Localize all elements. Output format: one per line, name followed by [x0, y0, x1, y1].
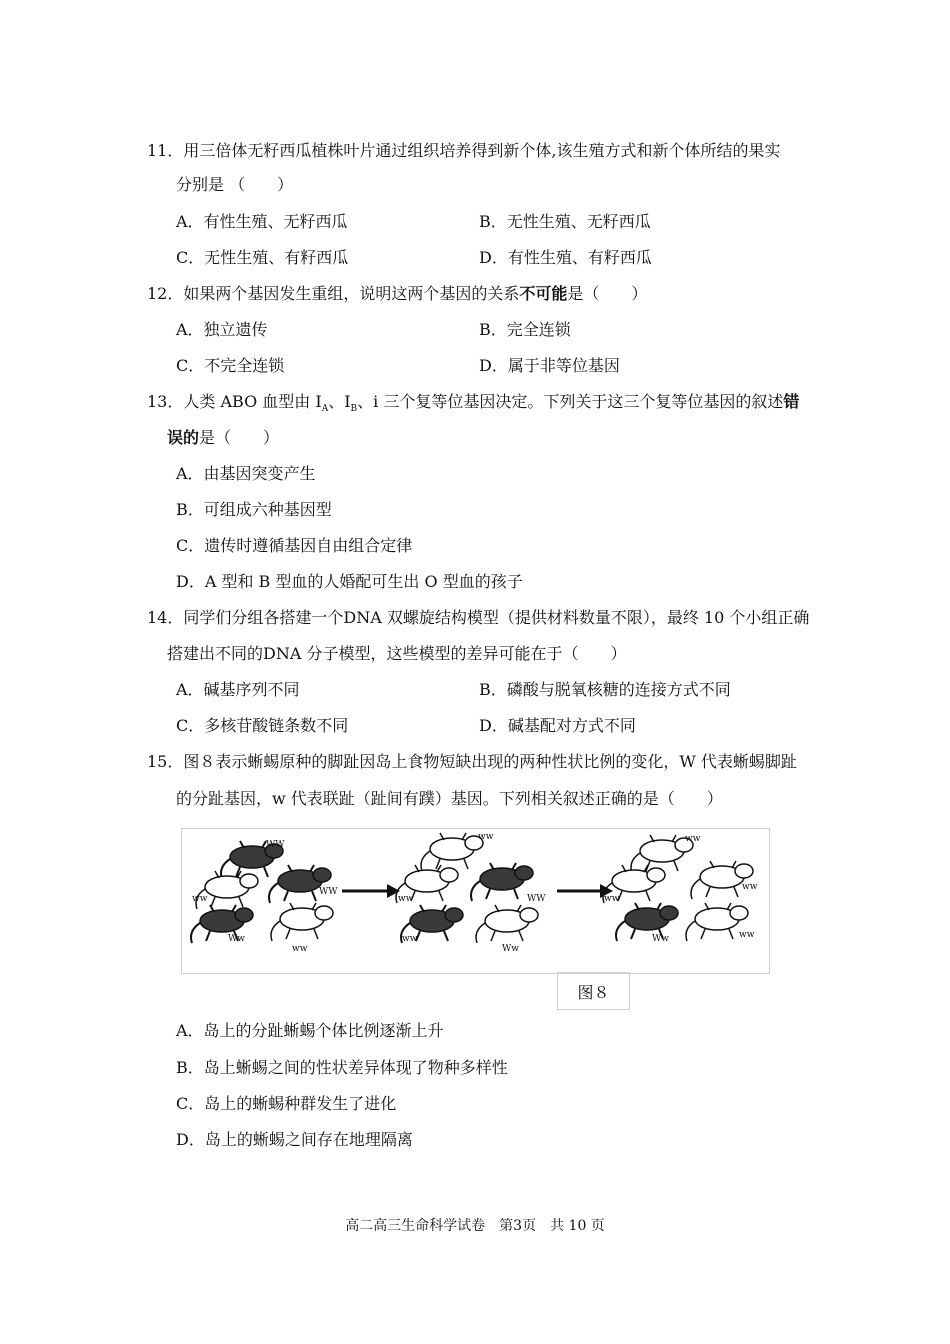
q13-option-b[interactable]: B．可组成六种基因型 — [176, 500, 332, 519]
q15-option-b[interactable]: B．岛上蜥蜴之间的性状差异体现了物种多样性 — [176, 1058, 508, 1077]
gene-label: WW — [527, 894, 546, 904]
q13-stem-cont: 误的是（ ） — [167, 428, 280, 447]
q14-option-a[interactable]: A．碱基序列不同 — [176, 680, 300, 699]
q12-number: 12． — [147, 284, 184, 303]
q13-emphasis-2: 误的 — [167, 428, 200, 447]
q14-number: 14． — [147, 608, 184, 627]
gene-label: Ww — [652, 934, 669, 944]
lizard-light — [271, 903, 333, 941]
q11-stem: 11．用三倍体无籽西瓜植株叶片通过组织培养得到新个体,该生殖方式和新个体所结的果实 — [147, 141, 781, 160]
gene-label: WW — [266, 840, 285, 850]
lizard-light — [421, 833, 483, 871]
q12-option-b[interactable]: B．完全连锁 — [479, 320, 571, 339]
q12-option-c[interactable]: C．不完全连锁 — [176, 356, 285, 375]
q13-stem: 13．人类 ABO 血型由 $I_A$、$I_B$、i 三个复等位基因决定。下列关于这三个复等位基因的叙述错 — [147, 392, 800, 415]
q15-option-c[interactable]: C．岛上的蜥蜴种群发生了进化 — [176, 1094, 397, 1113]
gene-label: ww — [192, 894, 208, 904]
q14-option-d[interactable]: D．碱基配对方式不同 — [479, 716, 636, 735]
q13-number: 13． — [147, 392, 184, 411]
q14-stem-cont: 搭建出不同的DNA 分子模型，这些模型的差异可能在于（ ） — [167, 644, 627, 663]
gene-label: Ww — [502, 944, 519, 954]
page-footer: 高二高三生命科学试卷 第3页 共 10 页 — [345, 1218, 605, 1234]
lizard-light — [476, 905, 538, 943]
q11-stem-cont: 分别是 （ ） — [176, 175, 294, 194]
q15-number: 15． — [147, 752, 184, 771]
q13-option-c[interactable]: C．遗传时遵循基因自由组合定律 — [176, 536, 413, 555]
q12-option-a[interactable]: A．独立遗传 — [176, 320, 268, 339]
q12-emphasis: 不可能 — [519, 284, 568, 303]
lizard-light — [691, 861, 753, 899]
q14-stem: 14．同学们分组各搭建一个DNA 双螺旋结构模型（提供材料数量不限），最终 10 个小组正确 — [147, 608, 810, 627]
lizard-light — [631, 835, 693, 873]
lizard-dark — [471, 863, 533, 901]
q15-option-a[interactable]: A．岛上的分趾蜥蜴个体比例逐渐上升 — [176, 1021, 444, 1040]
lizard-population-diagram — [182, 829, 769, 973]
gene-label: ww — [742, 882, 758, 892]
lizard-dark — [269, 865, 331, 903]
q13-emphasis-1: 错 — [783, 392, 800, 411]
q14-option-c[interactable]: C．多核苷酸链条数不同 — [176, 716, 349, 735]
q12-stem: 12．如果两个基因发生重组，说明这两个基因的关系不可能是（ ） — [147, 284, 648, 303]
gene-label: ww — [292, 944, 308, 954]
q15-stem: 15．图８表示蜥蜴原种的脚趾因岛上食物短缺出现的两种性状比例的变化，W 代表蜥蜴脚趾 — [147, 752, 797, 771]
gene-label: ww — [604, 894, 620, 904]
q12-option-d[interactable]: D．属于非等位基因 — [479, 356, 620, 375]
q15-option-d[interactable]: D．岛上的蜥蜴之间存在地理隔离 — [176, 1130, 413, 1149]
gene-label: ww — [402, 934, 418, 944]
q11-option-a[interactable]: A．有性生殖、无籽西瓜 — [176, 212, 348, 231]
gene-label: ww — [685, 834, 701, 844]
q13-option-a[interactable]: A．由基因突变产生 — [176, 464, 316, 483]
gene-label: WW — [319, 887, 338, 897]
gene-label: ww — [478, 832, 494, 842]
q14-option-b[interactable]: B．磷酸与脱氧核糖的连接方式不同 — [479, 680, 731, 699]
q11-option-c[interactable]: C．无性生殖、有籽西瓜 — [176, 248, 349, 267]
q11-option-d[interactable]: D．有性生殖、有籽西瓜 — [479, 248, 652, 267]
gene-label: Ww — [228, 934, 245, 944]
q11-number: 11． — [147, 141, 184, 160]
q15-stem-cont: 的分趾基因，w 代表联趾（趾间有蹼）基因。下列相关叙述正确的是（ ） — [176, 789, 723, 808]
gene-label: ww — [739, 930, 755, 940]
figure-8-lizards — [181, 828, 770, 974]
figure-caption: 图８ — [557, 972, 630, 1010]
q11-option-b[interactable]: B．无性生殖、无籽西瓜 — [479, 212, 651, 231]
q13-option-d[interactable]: D．A 型和 B 型血的人婚配可生出 O 型血的孩子 — [176, 572, 523, 591]
gene-label: ww — [398, 894, 414, 904]
